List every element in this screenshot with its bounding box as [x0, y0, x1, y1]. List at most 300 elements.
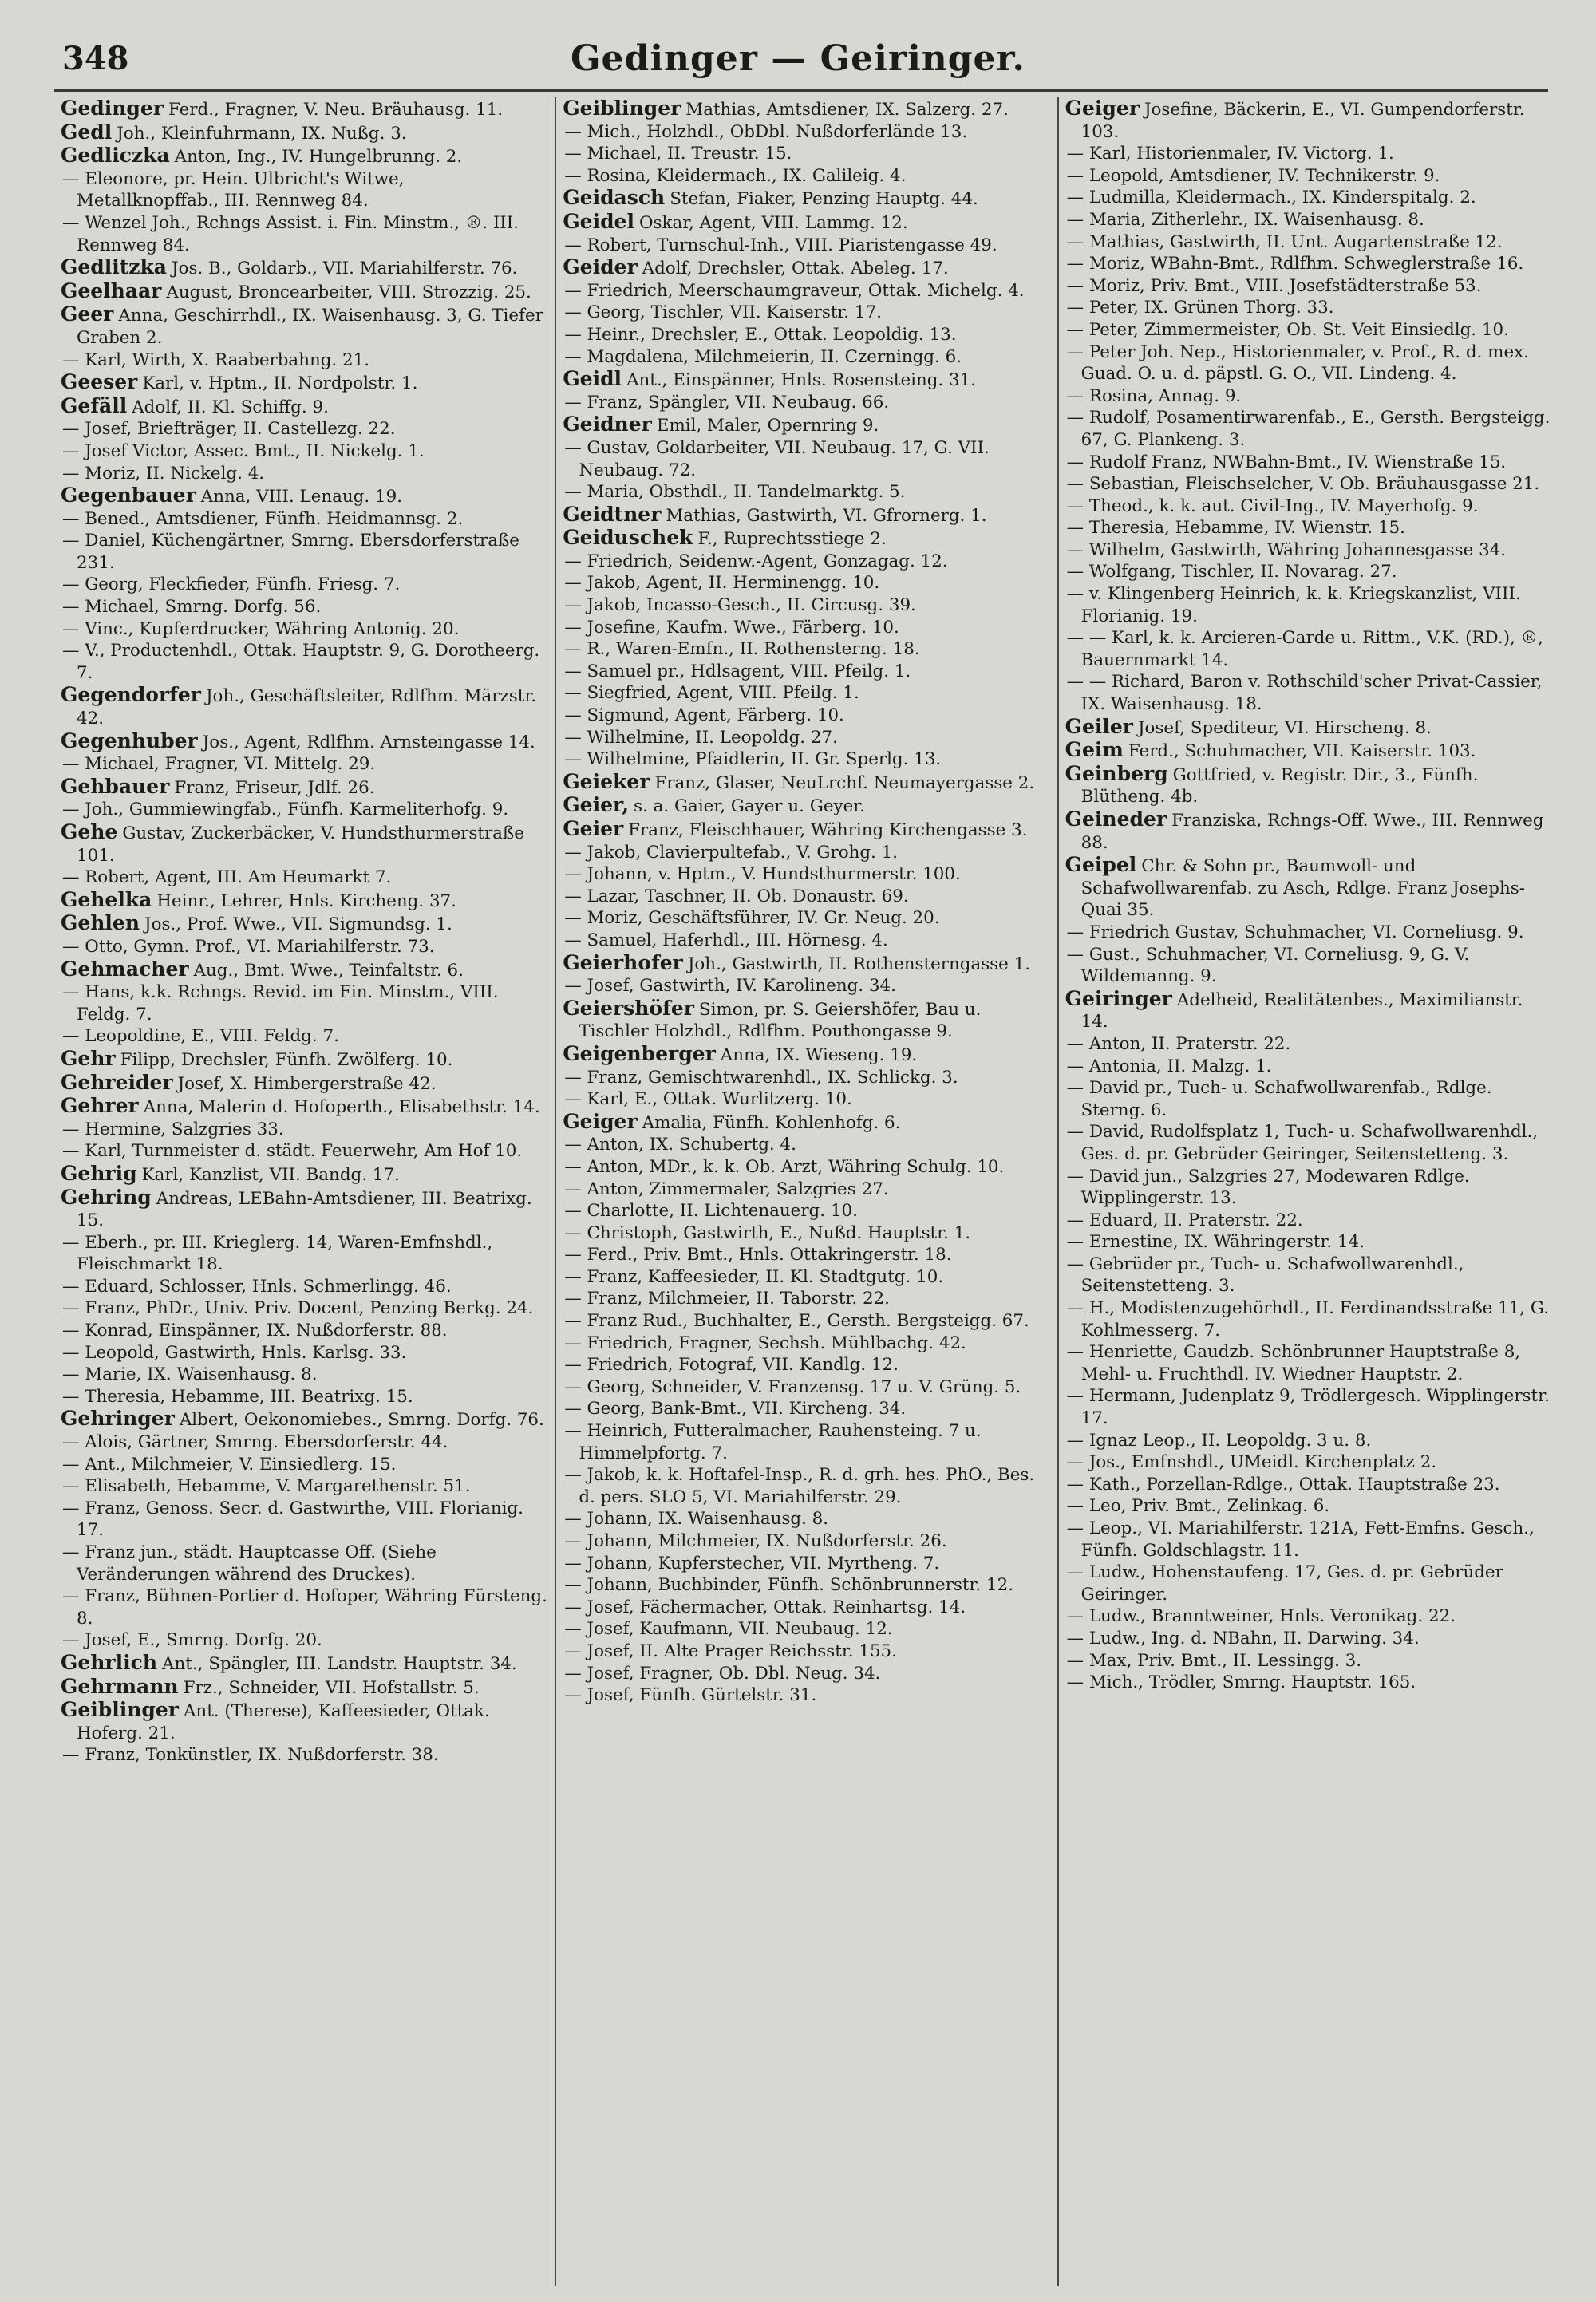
directory-entry — [61, 618, 548, 641]
directory-entry — [61, 684, 548, 729]
directory-entry — [563, 1376, 1050, 1399]
entry-text: — Heinrich, Futteralmacher, Rauhensteing. 7 u. Himmelpfortg. 7. — [564, 1421, 982, 1463]
directory-entry — [61, 280, 548, 304]
entry-surname: Gehrlich — [61, 1650, 157, 1674]
directory-entry — [563, 863, 1050, 886]
entry-text: — Johann, v. Hptm., V. Hundsthurmerstr. 100. — [564, 864, 961, 885]
entry-text: — Peter Joh. Nep., Historienmaler, v. Prof., R. d. mex. Guad. O. u. d. päpstl. G. O., VII. Lindeng. 4. — [1066, 342, 1529, 385]
entry-surname: Geiger — [563, 1109, 638, 1133]
directory-entry — [563, 413, 1050, 437]
entry-text: Anna, Geschirrhdl., IX. Waisenhausg. 3, G. Tiefer Graben 2. — [77, 306, 543, 348]
entry-text: Anton, Ing., IV. Hungelbrunng. 2. — [174, 147, 463, 168]
directory-entry — [61, 1699, 548, 1744]
directory-entry — [61, 799, 548, 821]
directory-entry — [61, 1542, 548, 1585]
entry-text: — Karl, E., Ottak. Wurlitzerg. 10. — [564, 1089, 852, 1110]
directory-entry — [1065, 253, 1553, 275]
directory-entry — [1065, 1231, 1553, 1254]
entry-text: Simon, pr. S. Geiershöfer, Bau u. Tischler Holzhdl., Rdlfhm. Pouthongasse 9. — [579, 999, 982, 1042]
entry-text: — Josef, Fragner, Ob. Dbl. Neug. 34. — [564, 1663, 881, 1684]
entry-surname: Geier, — [563, 793, 630, 817]
entry-text: — David, Rudolfsplatz 1, Tuch- u. Schafwollwarenhdl., Ges. d. pr. Gebrüder Geiringer, Seitenstetteng. 3. — [1066, 1122, 1539, 1164]
directory-entry — [1065, 275, 1553, 298]
directory-entry — [563, 1266, 1050, 1289]
entry-text: Josef, X. Himbergerstraße 42. — [177, 1073, 437, 1094]
directory-entry — [563, 771, 1050, 795]
directory-entry — [61, 1025, 548, 1048]
directory-entry — [1065, 496, 1553, 518]
directory-entry — [61, 1652, 548, 1676]
directory-entry — [1065, 1430, 1553, 1452]
directory-entry — [1065, 561, 1553, 583]
entry-text: — Konrad, Einspänner, IX. Nußdorferstr. 88. — [62, 1321, 448, 1341]
directory-entry — [1065, 1210, 1553, 1232]
directory-entry — [1065, 944, 1553, 988]
directory-entry — [61, 371, 548, 395]
entry-surname: Gehreider — [61, 1070, 173, 1094]
entry-text: — Ferd., Priv. Bmt., Hnls. Ottakringerstr. 18. — [564, 1245, 952, 1266]
directory-entry — [563, 794, 1050, 818]
directory-entry — [1065, 1474, 1553, 1496]
entry-text: — Elisabeth, Hebamme, V. Margarethenstr. 51. — [62, 1476, 471, 1497]
entry-text: — Robert, Turnschul-Inh., VIII. Piaristengasse 49. — [564, 235, 998, 255]
entry-text: — Michael, Fragner, VI. Mittelg. 29. — [62, 754, 376, 775]
directory-entry — [61, 1386, 548, 1408]
entry-text: Stefan, Fiaker, Penzing Hauptg. 44. — [670, 189, 978, 210]
entry-surname: Gegenbauer — [61, 484, 196, 507]
entry-text: Adelheid, Realitätenbes., Maximilianstr. 14. — [1080, 989, 1523, 1033]
entry-text: — Ludmilla, Kleidermach., IX. Kinderspitalg. 2. — [1066, 188, 1476, 208]
entry-text: — Theresia, Hebamme, IV. Wienstr. 15. — [1066, 518, 1405, 539]
directory-entry — [61, 97, 548, 121]
entry-surname: Geiblinger — [563, 97, 681, 120]
directory-entry — [563, 97, 1050, 121]
entry-text: — Sebastian, Fleischselcher, V. Ob. Bräuhausgasse 21. — [1066, 474, 1540, 495]
entry-text: — David pr., Tuch- u. Schafwollwarenfab., Rdlge. Sterng. 6. — [1066, 1078, 1492, 1120]
directory-entry — [61, 1408, 548, 1431]
directory-entry — [563, 551, 1050, 573]
directory-entry — [1065, 97, 1553, 143]
entry-text: — Friedrich, Meerschaumgraveur, Ottak. Michelg. 4. — [564, 280, 1025, 301]
entry-text: Ferd., Schuhmacher, VII. Kaiserstr. 103. — [1128, 741, 1476, 762]
directory-entry — [1065, 922, 1553, 944]
entry-text: — Josefine, Kaufm. Wwe., Färberg. 10. — [564, 617, 899, 638]
entry-text: — Mich., Holzhdl., ObDbl. Nußdorferlände 13. — [564, 121, 968, 142]
entry-text: — v. Klingenberg Heinrich, k. k. Kriegskanzlist, VIII. Florianig. 19. — [1066, 584, 1521, 626]
entry-text: — Kath., Porzellan-Rdlge., Ottak. Hauptstraße 23. — [1066, 1474, 1500, 1495]
directory-entry — [61, 821, 548, 867]
entry-text: — Franz, PhDr., Univ. Priv. Docent, Penzing Berkg. 24. — [62, 1298, 534, 1319]
directory-entry — [563, 1420, 1050, 1464]
directory-entry — [1065, 342, 1553, 385]
entry-text: — Anton, Zimmermaler, Salzgries 27. — [564, 1179, 889, 1199]
entry-text: — Johann, Milchmeier, IX. Nußdorferstr. 26. — [564, 1531, 947, 1551]
entry-text: — Franz jun., städt. Hauptcasse Off. (Siehe Veränderungen während des Druckes). — [62, 1542, 437, 1585]
entry-surname: Gedliczka — [61, 144, 170, 168]
directory-entry — [563, 975, 1050, 997]
entry-text: — Josef, Fächermacher, Ottak. Reinhartsg. 14. — [564, 1597, 966, 1617]
directory-entry — [563, 1067, 1050, 1089]
entry-text: — Samuel pr., Hdlsagent, VIII. Pfeilg. 1. — [564, 661, 911, 681]
entry-text: — Jakob, k. k. Hoftafel-Insp., R. d. grh. hes. PhO., Bes. d. pers. SLO 5, VI. Mariahilferstr. 29. — [564, 1465, 1035, 1507]
entry-text: — Jakob, Clavierpultefab., V. Grohg. 1. — [564, 842, 899, 863]
entry-surname: Geinberg — [1065, 761, 1168, 785]
directory-entry — [61, 484, 548, 508]
directory-entry — [61, 1475, 548, 1498]
entry-text: Mathias, Amtsdiener, IX. Salzerg. 27. — [685, 100, 1009, 120]
directory-entry — [1065, 627, 1553, 671]
running-title: Gedinger — Geiringer. — [570, 38, 1025, 79]
directory-entry — [563, 392, 1050, 414]
directory-entry — [563, 324, 1050, 346]
entry-text: — Friedrich, Fragner, Sechsh. Mühlbachg. 42. — [564, 1333, 966, 1353]
directory-entry — [61, 1119, 548, 1141]
entry-surname: Gehe — [61, 820, 118, 843]
directory-entry — [563, 842, 1050, 864]
directory-entry — [563, 705, 1050, 727]
entry-surname: Geier — [563, 817, 624, 840]
directory-entry — [1065, 319, 1553, 342]
directory-entry — [61, 418, 548, 440]
directory-entry — [1065, 297, 1553, 319]
entry-text: — Siegfried, Agent, VIII. Pfeilg. 1. — [564, 683, 859, 704]
entry-surname: Geieker — [563, 769, 650, 793]
directory-entry — [563, 1111, 1050, 1135]
directory-entry — [1065, 407, 1553, 451]
column-2 — [555, 97, 1057, 2286]
entry-text: — V., Productenhdl., Ottak. Hauptstr. 9, G. Dorotheerg. 7. — [62, 641, 540, 683]
entry-text: — Franz, Bühnen-Portier d. Hofoper, Währing Fürsteng. 8. — [62, 1586, 547, 1629]
directory-entry — [61, 1676, 548, 1700]
entry-text: — Anton, IX. Schubertg. 4. — [564, 1135, 796, 1155]
entry-text: Franz, Glaser, NeuLrchf. Neumayergasse 2. — [654, 772, 1035, 793]
directory-entry — [61, 256, 548, 280]
directory-entry — [1065, 988, 1553, 1033]
directory-entry — [563, 1134, 1050, 1156]
entry-text: — Franz Rud., Buchhalter, E., Gersth. Bergsteigg. 67. — [564, 1311, 1029, 1332]
directory-entry — [563, 527, 1050, 551]
directory-entry — [61, 1140, 548, 1163]
entry-text: — Georg, Schneider, V. Franzensg. 17 u. V. Grüng. 5. — [564, 1376, 1021, 1397]
directory-entry — [61, 1629, 548, 1652]
entry-surname: Geidel — [563, 209, 634, 233]
entry-surname: Geidl — [563, 367, 622, 391]
column-1 — [54, 97, 555, 2286]
directory-entry — [61, 303, 548, 349]
directory-entry — [563, 907, 1050, 930]
entry-text: Frz., Schneider, VII. Hofstallstr. 5. — [183, 1677, 480, 1698]
entry-text: — Marie, IX. Waisenhausg. 8. — [62, 1364, 318, 1385]
directory-entry — [563, 121, 1050, 144]
directory-entry — [61, 463, 548, 485]
entry-text: — Anton, MDr., k. k. Ob. Arzt, Währing Schulg. 10. — [564, 1156, 1005, 1177]
entry-text: — Josef Victor, Assec. Bmt., II. Nickelg. 1. — [62, 440, 425, 461]
directory-entry — [563, 1684, 1050, 1707]
directory-entry — [1065, 1385, 1553, 1429]
entry-text: Aug., Bmt. Wwe., Teinfaltstr. 6. — [193, 960, 464, 981]
directory-entry — [563, 1641, 1050, 1663]
directory-entry — [61, 574, 548, 596]
entry-text: — Franz, Tonkünstler, IX. Nußdorferstr. 38. — [62, 1745, 439, 1766]
entry-text: — Vinc., Kupferdrucker, Währing Antonig. 20. — [62, 618, 460, 639]
directory-entry — [61, 1276, 548, 1298]
entry-text: — Gust., Schuhmacher, VI. Corneliusg. 9, G. V. Wildemanng. 9. — [1066, 944, 1470, 987]
directory-entry — [61, 121, 548, 145]
directory-entry — [1065, 1628, 1553, 1650]
entry-text: — Eleonore, pr. Hein. Ulbricht's Witwe, Metallknopffab., III. Rennweg 84. — [62, 168, 405, 211]
entry-text: — Anton, II. Praterstr. 22. — [1066, 1033, 1291, 1054]
directory-entry — [61, 530, 548, 574]
entry-text: — Georg, Bank-Bmt., VII. Kircheng. 34. — [564, 1399, 907, 1420]
entry-text: Gustav, Zuckerbäcker, V. Hundsthurmerstraße 101. — [77, 823, 524, 866]
entry-text: Ant., Spängler, III. Landstr. Hauptstr. 34. — [162, 1653, 517, 1674]
entry-surname: Gehrmann — [61, 1674, 179, 1698]
entry-text: — Leopold, Gastwirth, Hnls. Karlsg. 33. — [62, 1342, 407, 1363]
directory-entry — [61, 958, 548, 982]
directory-entry — [1065, 671, 1553, 715]
entry-text: — Franz, Spängler, VII. Neubaug. 66. — [564, 392, 890, 413]
entry-text: — Leopold, Amtsdiener, IV. Technikerstr. 9. — [1066, 165, 1440, 186]
entry-text: — Theresia, Hebamme, III. Beatrixg. 15. — [62, 1386, 413, 1407]
entry-text: — Josef, E., Smrng. Dorfg. 20. — [62, 1630, 322, 1651]
directory-entry — [563, 1310, 1050, 1333]
entry-text: Filipp, Drechsler, Fünfh. Zwölferg. 10. — [120, 1049, 453, 1070]
entry-text: — Johann, IX. Waisenhausg. 8. — [564, 1509, 829, 1530]
directory-entry — [61, 1163, 548, 1187]
entry-text: — Otto, Gymn. Prof., VI. Mariahilferstr. 73. — [62, 936, 435, 957]
entry-text: Albert, Oekonomiebes., Smrng. Dorfg. 76. — [179, 1410, 544, 1431]
directory-entry — [563, 481, 1050, 503]
directory-entry — [1065, 165, 1553, 188]
directory-entry — [563, 211, 1050, 235]
directory-entry — [1065, 1562, 1553, 1605]
entry-text: — Ludw., Hohenstaufeng. 17, Ges. d. pr. Gebrüder Geiringer. — [1066, 1562, 1503, 1605]
entry-surname: Gehbauer — [61, 774, 170, 798]
entry-text: Josefine, Bäckerin, E., VI. Gumpendorferstr. 103. — [1080, 100, 1525, 142]
entry-text: Amalia, Fünfh. Kohlenhofg. 6. — [642, 1112, 901, 1133]
directory-entry — [61, 1342, 548, 1364]
directory-entry — [563, 1398, 1050, 1420]
directory-entry — [563, 572, 1050, 594]
entry-text: — Lazar, Taschner, II. Ob. Donaustr. 69. — [564, 886, 909, 906]
entry-surname: Gedinger — [61, 97, 164, 120]
entry-surname: Gegenhuber — [61, 729, 198, 752]
directory-entry — [61, 776, 548, 800]
directory-entry — [563, 952, 1050, 976]
entry-text: — Moriz, WBahn-Bmt., Rdlfhm. Schweglerstraße 16. — [1066, 254, 1524, 274]
entry-text: — Hans, k.k. Rchngs. Revid. im Fin. Minstm., VIII. Feldg. 7. — [62, 982, 499, 1025]
directory-entry — [563, 1464, 1050, 1508]
entry-text: Josef, Spediteur, VI. Hirscheng. 8. — [1137, 717, 1432, 738]
entry-text: — Eduard, II. Praterstr. 22. — [1066, 1210, 1303, 1230]
entry-text: — Josef, Fünfh. Gürtelstr. 31. — [564, 1685, 817, 1706]
directory-entry — [61, 1232, 548, 1276]
entry-text: — Franz, Gemischtwarenhdl., IX. Schlickg. 3. — [564, 1067, 958, 1088]
directory-entry — [61, 1364, 548, 1386]
directory-entry — [563, 1618, 1050, 1641]
entry-text: — — Karl, k. k. Arcieren-Garde u. Rittm., V.K. (RD.), ®, Bauernmarkt 14. — [1066, 628, 1543, 670]
directory-entry — [563, 661, 1050, 683]
directory-entry — [563, 886, 1050, 908]
entry-text: — Theod., k. k. aut. Civil-Ing., IV. Mayerhofg. 9. — [1066, 496, 1479, 516]
entry-text: — Rudolf Franz, NWBahn-Bmt., IV. Wienstraße 15. — [1066, 452, 1507, 472]
entry-text: Anna, VIII. Lenaug. 19. — [200, 487, 402, 507]
directory-entry — [61, 212, 548, 256]
directory-entry — [61, 1072, 548, 1096]
entry-text: — Hermine, Salzgries 33. — [62, 1119, 284, 1139]
entry-surname: Gehlen — [61, 911, 140, 935]
entry-surname: Geidtner — [563, 502, 662, 526]
entry-text: — Joh., Gummiewingfab., Fünfh. Karmeliterhofg. 9. — [62, 800, 509, 820]
directory-entry — [563, 165, 1050, 188]
directory-entry — [563, 1244, 1050, 1266]
entry-surname: Geiershöfer — [563, 996, 694, 1020]
entry-text: — Robert, Agent, III. Am Heumarkt 7. — [62, 867, 392, 888]
directory-entry — [1065, 739, 1553, 763]
entry-text: — David jun., Salzgries 27, Modewaren Rdlge. Wipplingerstr. 13. — [1066, 1166, 1470, 1209]
entry-text: — Franz, Kaffeesieder, II. Kl. Stadtgutg. 10. — [564, 1266, 944, 1287]
directory-entry — [1065, 1672, 1553, 1694]
entry-text: — Josef, Kaufmann, VII. Neubaug. 12. — [564, 1619, 893, 1640]
directory-entry — [1065, 539, 1553, 562]
directory-entry — [61, 1585, 548, 1629]
entry-text: — Karl, Historienmaler, IV. Victorg. 1. — [1066, 144, 1394, 164]
entry-text: — Heinr., Drechsler, E., Ottak. Leopoldig. 13. — [564, 324, 957, 345]
entry-surname: Gehring — [61, 1185, 152, 1209]
directory-entry — [563, 1354, 1050, 1376]
entry-text: Chr. & Sohn pr., Baumwoll- und Schafwollwarenfab. zu Asch, Rdlge. Franz Josephs-Quai 35. — [1080, 856, 1525, 921]
entry-text: — Friedrich Gustav, Schuhmacher, VI. Corneliusg. 9. — [1066, 922, 1524, 942]
entry-text: — Bened., Amtsdiener, Fünfh. Heidmannsg. 2. — [62, 508, 464, 529]
entry-surname: Geineder — [1065, 807, 1167, 831]
entry-text: — H., Modistenzugehörhdl., II. Ferdinandsstraße 11, G. Kohlmesserg. 7. — [1066, 1298, 1550, 1341]
entry-text: Jos. B., Goldarb., VII. Mariahilferstr. 76. — [172, 259, 518, 279]
entry-surname: Geelhaar — [61, 278, 162, 302]
directory-entry — [1065, 1297, 1553, 1341]
entry-text: — Rudolf, Posamentirwarenfab., E., Gersth. Bergsteigg. 67, G. Plankeng. 3. — [1066, 408, 1551, 450]
entry-text: — Hermann, Judenplatz 9, Trödlergesch. Wipplingerstr. 17. — [1066, 1386, 1550, 1429]
directory-entry — [563, 1333, 1050, 1355]
entry-text: — Maria, Zitherlehr., IX. Waisenhausg. 8. — [1066, 209, 1424, 230]
entry-text: — Ludw., Branntweiner, Hnls. Veronikag. 22. — [1066, 1606, 1456, 1627]
entry-surname: Geiger — [1065, 97, 1140, 120]
entry-text: Adolf, II. Kl. Schiffg. 9. — [132, 397, 329, 417]
entry-text: — Johann, Kupferstecher, VII. Myrtheng. 7. — [564, 1553, 940, 1573]
directory-entry — [563, 1200, 1050, 1222]
entry-text: — Moriz, Geschäftsführer, IV. Gr. Neug. 20. — [564, 908, 940, 929]
directory-entry — [563, 748, 1050, 771]
entry-text: Jos., Agent, Rdlfhm. Arnsteingasse 14. — [202, 732, 535, 752]
directory-entry — [1065, 1033, 1553, 1056]
entry-text: — Christoph, Gastwirth, E., Nußd. Hauptstr. 1. — [564, 1222, 971, 1243]
entry-text: — Peter, Zimmermeister, Ob. St. Veit Einsiedlg. 10. — [1066, 319, 1509, 340]
directory-entry — [1065, 1077, 1553, 1121]
directory-entry — [1065, 1605, 1553, 1628]
entry-surname: Geipel — [1065, 853, 1137, 877]
entry-surname: Geeser — [61, 370, 138, 394]
entry-text: August, Broncearbeiter, VIII. Strozzig. 25. — [166, 282, 531, 302]
directory-entry — [61, 508, 548, 531]
directory-entry — [1065, 1518, 1553, 1562]
entry-text: — Josef, Gastwirth, IV. Karolineng. 34. — [564, 976, 896, 997]
directory-entry — [61, 889, 548, 913]
entry-text: — Johann, Buchbinder, Fünfh. Schönbrunnerstr. 12. — [564, 1575, 1013, 1596]
entry-text: Emil, Maler, Opernring 9. — [656, 416, 879, 436]
entry-surname: Geigenberger — [563, 1041, 716, 1065]
directory-entry — [563, 280, 1050, 302]
entry-text: Adolf, Drechsler, Ottak. Abeleg. 17. — [642, 259, 949, 279]
directory-entry — [61, 936, 548, 958]
directory-entry — [61, 1744, 548, 1767]
directory-entry — [563, 1597, 1050, 1619]
directory-entry — [1065, 473, 1553, 496]
directory-entry — [1065, 143, 1553, 165]
entry-text: — Friedrich, Seidenw.-Agent, Gonzagag. 12. — [564, 551, 948, 571]
column-3 — [1057, 97, 1559, 2286]
directory-entry — [61, 596, 548, 618]
entry-text: — Ernestine, IX. Währingerstr. 14. — [1066, 1232, 1365, 1253]
directory-entry — [1065, 1056, 1553, 1078]
entry-text: Joh., Kleinfuhrmann, IX. Nußg. 3. — [117, 123, 407, 144]
directory-entry — [563, 1179, 1050, 1201]
entry-text: — Jakob, Agent, II. Herminengg. 10. — [564, 573, 880, 594]
directory-entry — [563, 682, 1050, 705]
entry-text: — — Richard, Baron v. Rothschild'scher Privat-Cassier, IX. Waisenhausg. 18. — [1066, 672, 1543, 715]
entry-surname: Gehmacher — [61, 957, 189, 981]
entry-text: Joh., Gastwirth, II. Rothensterngasse 1. — [687, 954, 1031, 974]
entry-text: Franziska, Rchngs-Off. Wwe., III. Rennweg 88. — [1080, 811, 1544, 853]
directory-entry — [61, 1454, 548, 1476]
entry-text: Anna, Malerin d. Hofoperth., Elisabethstr. 14. — [143, 1097, 540, 1118]
directory-entry — [563, 818, 1050, 842]
directory-entry — [1065, 385, 1553, 408]
entry-text: — Friedrich, Fotograf, VII. Kandlg. 12. — [564, 1355, 899, 1376]
directory-entry — [1065, 1166, 1553, 1210]
directory-entry — [563, 1574, 1050, 1597]
entry-text: Mathias, Gastwirth, VI. Gfrornerg. 1. — [666, 505, 987, 526]
directory-entry — [1065, 187, 1553, 209]
directory-entry — [563, 235, 1050, 257]
entry-text: — Georg, Tischler, VII. Kaiserstr. 17. — [564, 302, 882, 323]
entry-text: — Moriz, II. Nickelg. 4. — [62, 463, 265, 484]
entry-text: — Wilhelmine, Pfaidlerin, II. Gr. Sperlg. 13. — [564, 749, 942, 770]
entry-text: — Sigmund, Agent, Färberg. 10. — [564, 705, 844, 726]
directory-entry — [1065, 209, 1553, 231]
entry-text: — R., Waren-Emfn., II. Rothensterng. 18. — [564, 639, 920, 660]
directory-entry — [61, 1297, 548, 1320]
directory-entry — [563, 143, 1050, 165]
directory-entry — [61, 1095, 548, 1119]
entry-text: — Jakob, Incasso-Gesch., II. Circusg. 39. — [564, 595, 916, 616]
directory-entry — [61, 753, 548, 776]
entry-surname: Geiler — [1065, 714, 1133, 738]
entry-text: Heinr., Lehrer, Hnls. Kircheng. 37. — [156, 890, 456, 911]
directory-entry — [61, 395, 548, 419]
entry-text: — Wilhelm, Gastwirth, Währing Johannesgasse 34. — [1066, 539, 1507, 560]
directory-entry — [61, 349, 548, 372]
entry-text: — Jos., Emfnshdl., UMeidl. Kirchenplatz 2. — [1066, 1452, 1437, 1473]
entry-text: — Gebrüder pr., Tuch- u. Schafwollwarenhdl., Seitenstetteng. 3. — [1066, 1254, 1464, 1297]
directory-entry — [1065, 854, 1553, 922]
entry-surname: Gegendorfer — [61, 683, 201, 707]
entry-text: — Ludw., Ing. d. NBahn, II. Darwing. 34. — [1066, 1628, 1420, 1649]
directory-entry — [563, 1088, 1050, 1111]
directory-entry — [1065, 452, 1553, 474]
entry-text: Anna, IX. Wieseng. 19. — [720, 1044, 918, 1065]
directory-entry — [1065, 1254, 1553, 1297]
entry-surname: Gehrer — [61, 1094, 139, 1118]
entry-surname: Gedl — [61, 120, 113, 144]
